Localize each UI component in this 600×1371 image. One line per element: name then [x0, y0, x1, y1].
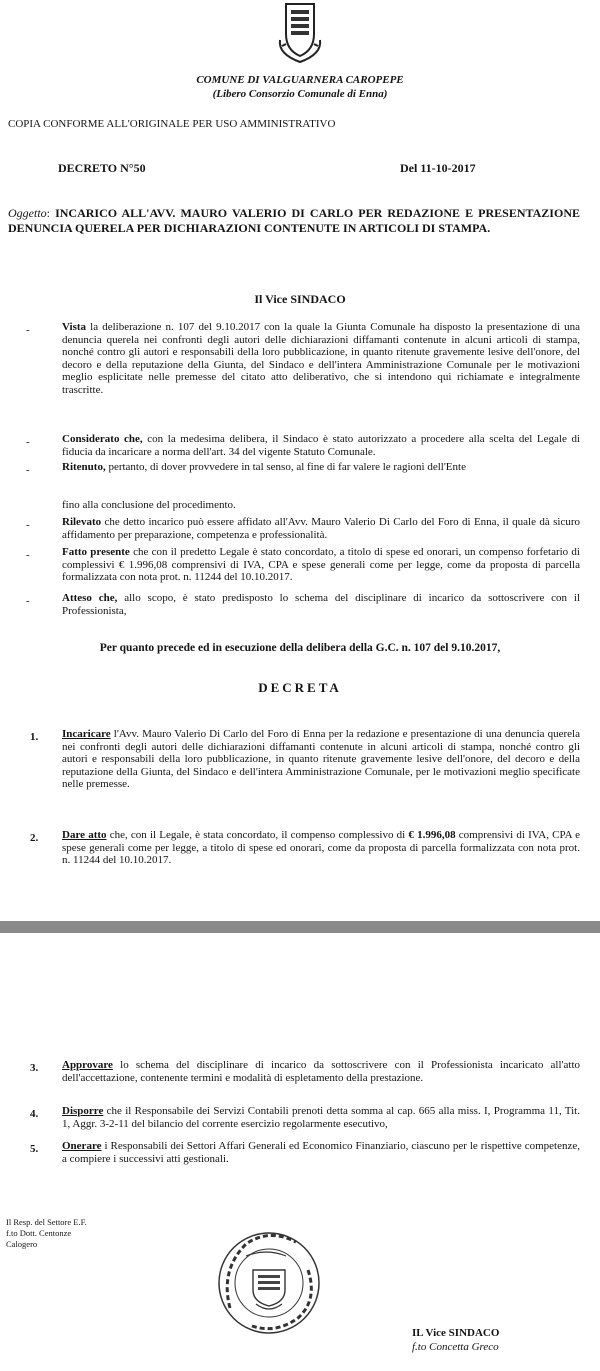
- item-number: 4.: [30, 1108, 39, 1120]
- decree-item-dare-atto: Dare atto che, con il Legale, è stata concordato, il compenso complessivo di € 1.996,08 comprensivi di IVA, CPA e spese generali come per legge, a titolo di spese ed onorari, come da proposta di parcella formalizzata con nota prot. n. 11244 del 10.10.2017.: [62, 829, 580, 867]
- sector-responsible: Il Resp. del Settore E.F. f.to Dott. Centonze Calogero: [6, 1217, 87, 1249]
- municipal-crest-icon: [272, 0, 328, 66]
- premise-dash: -: [26, 436, 30, 448]
- premise-dash: -: [26, 519, 30, 531]
- municipal-stamp-icon: [216, 1230, 322, 1336]
- premise-fatto-presente: Fatto presente che con il predetto Legale è stato concordato, a titolo di spese ed onorari, un compenso forfetario di complessivi € 1.996,08 comprensivi di IVA, CPA e spese generali come per legge, come da proposta di parcella formalizzata con nota prot. n. 11244 del 10.10.2017.: [62, 546, 580, 584]
- item-number: 5.: [30, 1143, 39, 1155]
- item-number: 1.: [30, 731, 39, 743]
- decree-date: Del 11-10-2017: [400, 161, 476, 175]
- premise-dash: -: [26, 595, 30, 607]
- municipality-header: [0, 73, 600, 101]
- copy-conformity-note: COPIA CONFORME ALL'ORIGINALE PER USO AMMINISTRATIVO: [8, 118, 336, 130]
- subject-block: Oggetto: INCARICO ALL'AVV. MAURO VALERIO DI CARLO PER REDAZIONE E PRESENTAZIONE DENUNCIA QUERELA PER DICHIARAZIONI CONTENUTE IN ARTICOLI DI STAMPA.: [8, 206, 580, 235]
- premise-vista: Vista la deliberazione n. 107 del 9.10.2017 con la quale la Giunta Comunale ha disposto la presentazione di una denuncia querela nei confronti degli autori delle dichiarazioni diffamanti contenute in alcuni articoli di stampa, nonché contro gli autori e responsabili della loro pubblicazione, in quanto ritenute gravemente lesive dell'onore, del decoro e della reputazione della Giunta, del Sindaco e dell'intera Amministrazione Comunale per le motivazioni meglio esplicitate nelle premesse del citato atto deliberativo, che si intendono qui richiamate e integralmente trascritte.: [62, 321, 580, 396]
- premise-ritenuto-continuation: fino alla conclusione del procedimento.: [62, 499, 236, 511]
- decree-item-approvare: Approvare lo schema del disciplinare di incarico da sottoscrivere con il Professionista incaricato all'atto dell'accettazione, contenente termini e modalità di espletamento della prestazione.: [62, 1059, 580, 1084]
- premise-dash: -: [26, 324, 30, 336]
- premise-dash: -: [26, 464, 30, 476]
- premise-rilevato: Rilevato che detto incarico può essere affidato all'Avv. Mauro Valerio Di Carlo del Foro di Enna, il quale dà sicuro affidamento per preparazione, competenza e professionalità.: [62, 516, 580, 541]
- per-quanto-precede: Per quanto precede ed in esecuzione della delibera della G.C. n. 107 del 9.10.2017,: [99, 642, 501, 654]
- premise-considerato: Considerato che, con la medesima delibera, il Sindaco è stato autorizzato a procedere alla scelta del Legale di fiducia da incaricare a norma dell'art. 34 del vigente Statuto Comunale.: [62, 433, 581, 458]
- item-number: 3.: [30, 1062, 39, 1074]
- subject-text: INCARICO ALL'AVV. MAURO VALERIO DI CARLO PER REDAZIONE E PRESENTAZIONE DENUNCIA QUERELA PER DICHIARAZIONI CONTENUTE IN ARTICOLI DI STAMPA.: [8, 206, 580, 235]
- decree-item-disporre: Disporre che il Responsabile dei Servizi Contabili prenoti detta somma al cap. 665 alla miss. I, Programma 11, Tit. 1, Aggr. 3-2-11 del bilancio del corrente esercizio regolarmente esecutivo,: [62, 1105, 580, 1130]
- page-break-separator: [0, 921, 600, 933]
- decreta-heading: DECRETA: [258, 680, 342, 695]
- subject-label: Oggetto: [8, 206, 47, 220]
- premise-dash: -: [26, 549, 30, 561]
- signature-block: [412, 1326, 499, 1354]
- signature-title: IL Vice SINDACO: [412, 1327, 500, 1339]
- decree-item-onerare: Onerare i Responsabili dei Settori Affari Generali ed Economico Finanziario, ciascuno per le rispettive competenze, a compiere i successivi atti gestionali.: [62, 1140, 580, 1165]
- item-number: 2.: [30, 832, 39, 844]
- premise-ritenuto: Ritenuto, pertanto, di dover provvedere in tal senso, al fine di far valere le ragioni dell'Ente: [62, 461, 466, 473]
- premise-atteso: Atteso che, allo scopo, è stato predisposto lo schema del disciplinare di incarico da sottoscrivere con il Professionista,: [62, 592, 580, 617]
- municipality-consortium: (Libero Consorzio Comunale di Enna): [212, 88, 388, 100]
- decree-number: DECRETO N°50: [58, 161, 146, 175]
- municipality-name: COMUNE DI VALGUARNERA CAROPEPE: [196, 74, 404, 86]
- authority-title: Il Vice SINDACO: [254, 292, 346, 306]
- signature-name: f.to Concetta Greco: [412, 1341, 499, 1353]
- decree-item-incaricare: Incaricare l'Avv. Mauro Valerio Di Carlo del Foro di Enna per la redazione e presentazione di una denuncia querela nei confronti degli autori delle dichiarazioni diffamanti contenute in alcuni articoli di stampa, nonché contro gli autori e responsabili della loro pubblicazione, in quanto ritenute gravemente lesive dell'onore, del decoro e della reputazione della Giunta, del Sindaco e dell'intera Amministrazione Comunale, per le motivazioni meglio specificate nelle premesse.: [62, 728, 580, 791]
